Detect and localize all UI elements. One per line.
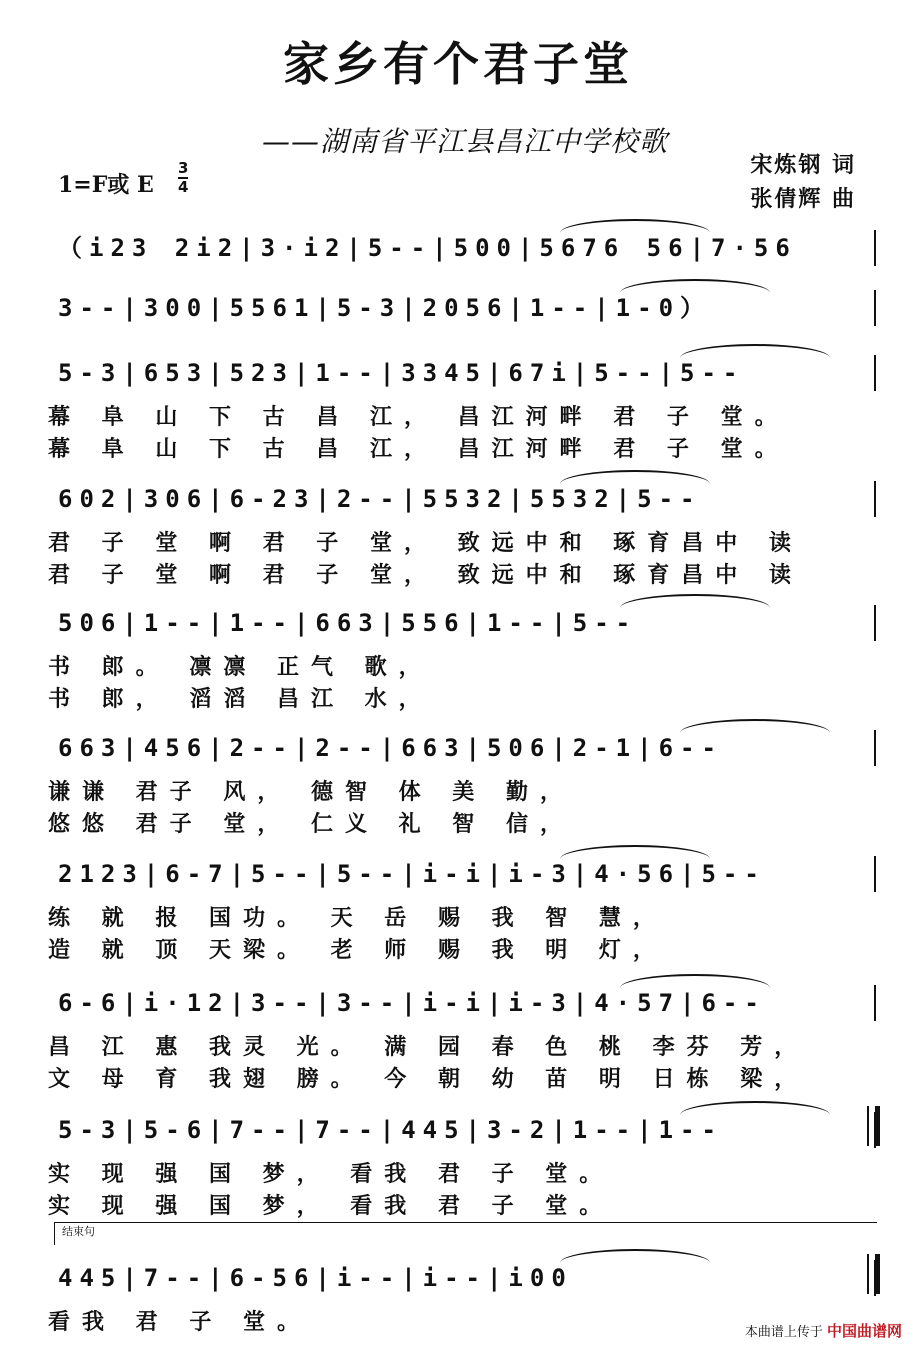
- row-end-barline: [874, 481, 876, 517]
- footer-text: 本曲谱上传于: [744, 1325, 823, 1340]
- notation-line: [58, 725, 723, 771]
- lyric-line-1: 书 郎。 凛凛 正气 歌，: [48, 655, 433, 680]
- row-end-barline: [874, 730, 876, 766]
- notation-line: [58, 1255, 573, 1301]
- ending-bracket: [54, 1222, 877, 1245]
- lyric-line-1: 昌 江 惠 我灵 光。 满 园 春 色 桃 李芬 芳，: [48, 1035, 809, 1060]
- meter-bottom: 4: [178, 178, 189, 196]
- slur-mark: [620, 594, 770, 608]
- row-end-barline: [874, 605, 876, 641]
- meter-top: 3: [178, 159, 189, 177]
- final-barline: [867, 1254, 880, 1294]
- slur-mark: [620, 974, 770, 988]
- slur-mark: [560, 845, 710, 859]
- lyric-line-1: 实 现 强 国 梦， 看我 君 子 堂。: [48, 1162, 614, 1187]
- notation-text: 5-3|5-6|7--|7--|445|3-2|1--|1--: [58, 1116, 723, 1144]
- lyric-line-2: 造 就 顶 天梁。 老 师 赐 我 明 灯，: [48, 938, 667, 963]
- slur-mark: [620, 279, 770, 293]
- lyric-line-2: 悠悠 君子 堂， 仁义 礼 智 信，: [48, 812, 574, 837]
- notation-line: [58, 1107, 723, 1153]
- notation-text: （i23 2i2|3·i2|5--|500|5676 56|7·56: [58, 234, 797, 262]
- notation-text: 2123|6-7|5--|5--|i-i|i-3|4·56|5--: [58, 860, 766, 888]
- notation-text: 5-3|653|523|1--|3345|67i|5--|5--: [58, 359, 745, 387]
- slur-mark: [560, 1249, 710, 1263]
- lyric-line-2: 实 现 强 国 梦， 看我 君 子 堂。: [48, 1194, 614, 1219]
- notation-text: 3--|300|5561|5-3|2056|1--|1-0）: [58, 294, 712, 322]
- footer-site: 中国曲谱网: [826, 1322, 902, 1340]
- ending-label: 结束句: [62, 1225, 95, 1238]
- lyric-line-2: 君 子 堂 啊 君 子 堂， 致远中和 琢育昌中 读: [48, 563, 803, 588]
- slur-mark: [680, 344, 830, 358]
- lyric-line-1: 看我 君 子 堂。: [48, 1310, 311, 1335]
- row-end-barline: [874, 290, 876, 326]
- song-subtitle: ——湖南省平江县昌江中学校歌: [262, 125, 669, 158]
- lyric-line-2: 文 母 育 我翅 膀。 今 朝 幼 苗 明 日栋 梁，: [48, 1067, 809, 1092]
- slur-mark: [680, 1101, 830, 1115]
- key-signature: 1=F或 E: [58, 172, 154, 198]
- row-end-barline: [874, 230, 876, 266]
- repeat-barline: [867, 1106, 880, 1146]
- row-end-barline: [874, 355, 876, 391]
- notation-line: [58, 600, 637, 646]
- slur-mark: [560, 219, 710, 233]
- notation-line: [58, 285, 711, 331]
- notation-text: 6-6|i·12|3--|3--|i-i|i-3|4·57|6--: [58, 989, 766, 1017]
- lyric-line-1: 幕 阜 山 下 古 昌 江， 昌江河畔 君 子 堂。: [48, 405, 789, 430]
- lyricist-credit: 宋炼钢 词: [750, 153, 856, 178]
- lyric-line-1: 君 子 堂 啊 君 子 堂， 致远中和 琢育昌中 读: [48, 531, 803, 556]
- composer-credit: 张倩辉 曲: [750, 187, 856, 212]
- lyric-line-2: 幕 阜 山 下 古 昌 江， 昌江河畔 君 子 堂。: [48, 437, 789, 462]
- notation-line: [58, 350, 744, 396]
- footer-credit: [745, 1320, 902, 1341]
- lyric-line-1: 谦谦 君子 风， 德智 体 美 勤，: [48, 780, 574, 805]
- notation-text: 445|7--|6-56|i--|i--|i00: [58, 1264, 573, 1292]
- notation-text: 602|306|6-23|2--|5532|5532|5--: [58, 485, 702, 513]
- time-signature: [178, 160, 188, 196]
- notation-text: 506|1--|1--|663|556|1--|5--: [58, 609, 638, 637]
- row-end-barline: [874, 985, 876, 1021]
- slur-mark: [680, 719, 830, 733]
- lyric-line-2: 书 郎， 滔滔 昌江 水，: [48, 687, 433, 712]
- notation-text: 663|456|2--|2--|663|506|2-1|6--: [58, 734, 723, 762]
- song-title: 家乡有个君子堂: [283, 37, 633, 91]
- row-end-barline: [874, 856, 876, 892]
- lyric-line-1: 练 就 报 国功。 天 岳 赐 我 智 慧，: [48, 906, 667, 931]
- slur-mark: [560, 470, 710, 484]
